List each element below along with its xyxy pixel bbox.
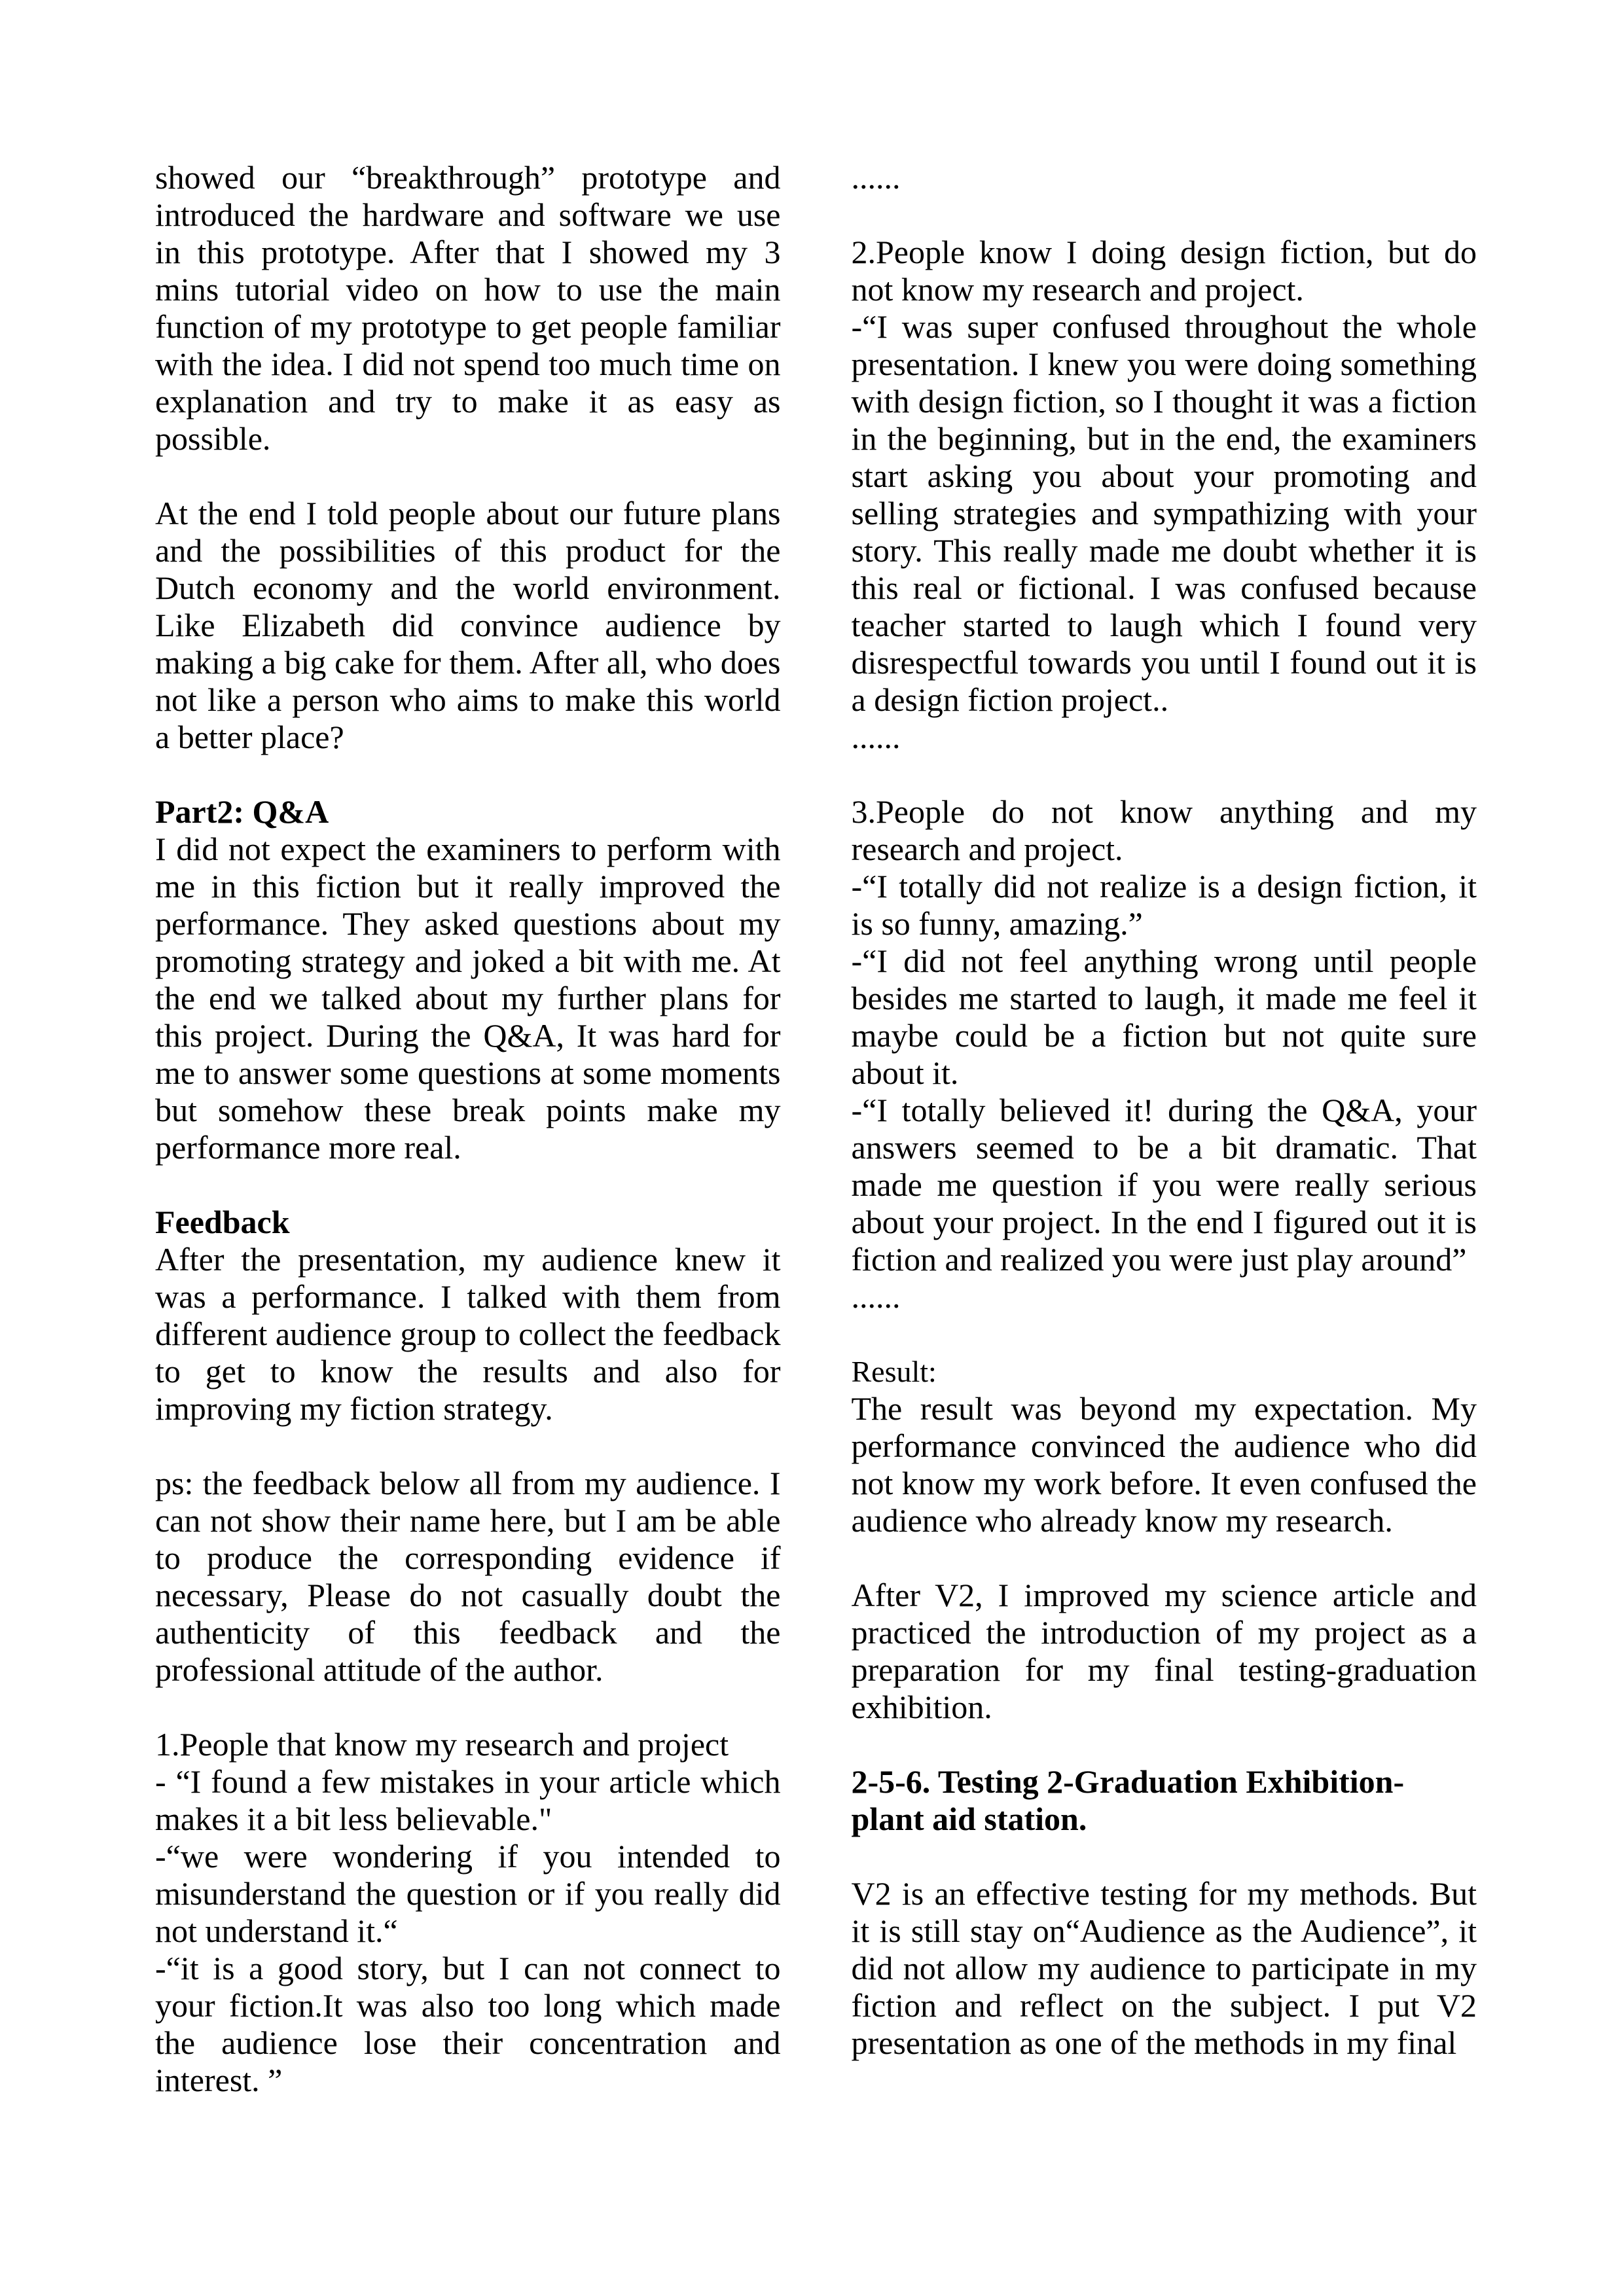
paragraph-feedback-disclaimer: ps: the feedback below all from my audience. I can not show their name here, but I am be able to produce the corresponding evidence if necessary, Please do not casually doubt the authenticity of this feedback and the professional attitude of the author. — [155, 1465, 781, 1688]
right-column — [852, 159, 1477, 2099]
paragraph-feedback-intro: After the presentation, my audience knew it was a performance. I talked with them from different audience group to collect the feedback to get to know the results and also for improving my fiction strategy. — [155, 1241, 781, 1427]
feedback-quote: -“I totally did not realize is a design fiction, it is so funny, amazing.” — [851, 868, 1477, 942]
paragraph-v2-testing: V2 is an effective testing for my methods. But it is still stay on“Audience as the Audience”, it did not allow my audience to participate in my fiction and reflect on the subject. I put V2 presentation as one of the methods in my final — [851, 1875, 1477, 2061]
feedback-group-2-title: 2.People know I doing design fiction, but do not know my research and project. — [851, 234, 1477, 308]
feedback-group-3-title: 3.People do not know anything and my research and project. — [851, 793, 1477, 867]
paragraph-prototype-demo: showed our “breakthrough” prototype and introduced the hardware and software we use in this prototype. After that I showed my 3 mins tutorial video on how to use the main function of my prototype to get people familiar with the idea. I did not spend too much time on explanation and try to make it as easy as possible. — [155, 159, 781, 457]
section-heading-part2-qa: Part2: Q&A — [155, 793, 329, 830]
feedback-quote: -“we were wondering if you intended to misunderstand the question or if you really did not understand it.“ — [155, 1838, 781, 1949]
feedback-quote: -“I totally believed it! during the Q&A, your answers seemed to be a bit dramatic. That made me question if you were really serious about your project. In the end I figured out it is fiction and realized you were just play around” — [851, 1092, 1477, 1278]
feedback-quote: -“it is a good story, but I can not connect to your fiction.It was also too long which made the audience lose their concentration and interest. ” — [155, 1950, 781, 2098]
feedback-quote: -“I did not feel anything wrong until people besides me started to laugh, it made me feel it maybe could be a fiction but not quite sure about it. — [851, 942, 1477, 1091]
section-heading-2-5-6-line2: plant aid station. — [851, 1801, 1087, 1837]
section-heading-2-5-6-line1: 2-5-6. Testing 2-Graduation Exhibition- — [851, 1763, 1405, 1800]
two-column-layout — [155, 159, 1477, 2099]
left-column — [155, 159, 781, 2099]
feedback-quote: -“I was super confused throughout the whole presentation. I knew you were doing something with design fiction, so I thought it was a fiction in the beginning, but in the end, the examiners start asking you about your promoting and selling strategies and sympathizing with your story. This really made me doubt whether it is this real or fictional. I was confused because teacher started to laugh which I found very disrespectful towards you until I found out it is a design fiction project.. — [851, 308, 1477, 718]
result-label: Result: — [851, 1355, 937, 1388]
paragraph-result: The result was beyond my expectation. My performance convinced the audience who did not know my work before. It even confused the audience who already know my research. — [851, 1390, 1477, 1539]
feedback-quote: - “I found a few mistakes in your article which makes it a bit less believable." — [155, 1763, 781, 1837]
paragraph-after-v2: After V2, I improved my science article and practiced the introduction of my project as a preparation for my final testing-graduation exhibition. — [851, 1577, 1477, 1725]
section-heading-feedback: Feedback — [155, 1204, 290, 1240]
ellipsis-separator: ...... — [851, 719, 901, 755]
paragraph-future-plans: At the end I told people about our future plans and the possibilities of this product for the Dutch economy and the world environment. Like Elizabeth did convince audience by making a big cake for them. After all, who does not like a person who aims to make this world a better place? — [155, 495, 781, 755]
feedback-group-1-title: 1.People that know my research and project — [155, 1726, 729, 1763]
ellipsis-separator: ...... — [851, 159, 901, 196]
paragraph-qa: I did not expect the examiners to perform with me in this fiction but it really improved the performance. They asked questions about my promoting strategy and joked a bit with me. At the end we talked about my further plans for this project. During the Q&A, It was hard for me to answer some questions at some moments but somehow these break points make my performance more real. — [155, 831, 781, 1166]
ellipsis-separator: ...... — [851, 1278, 901, 1315]
